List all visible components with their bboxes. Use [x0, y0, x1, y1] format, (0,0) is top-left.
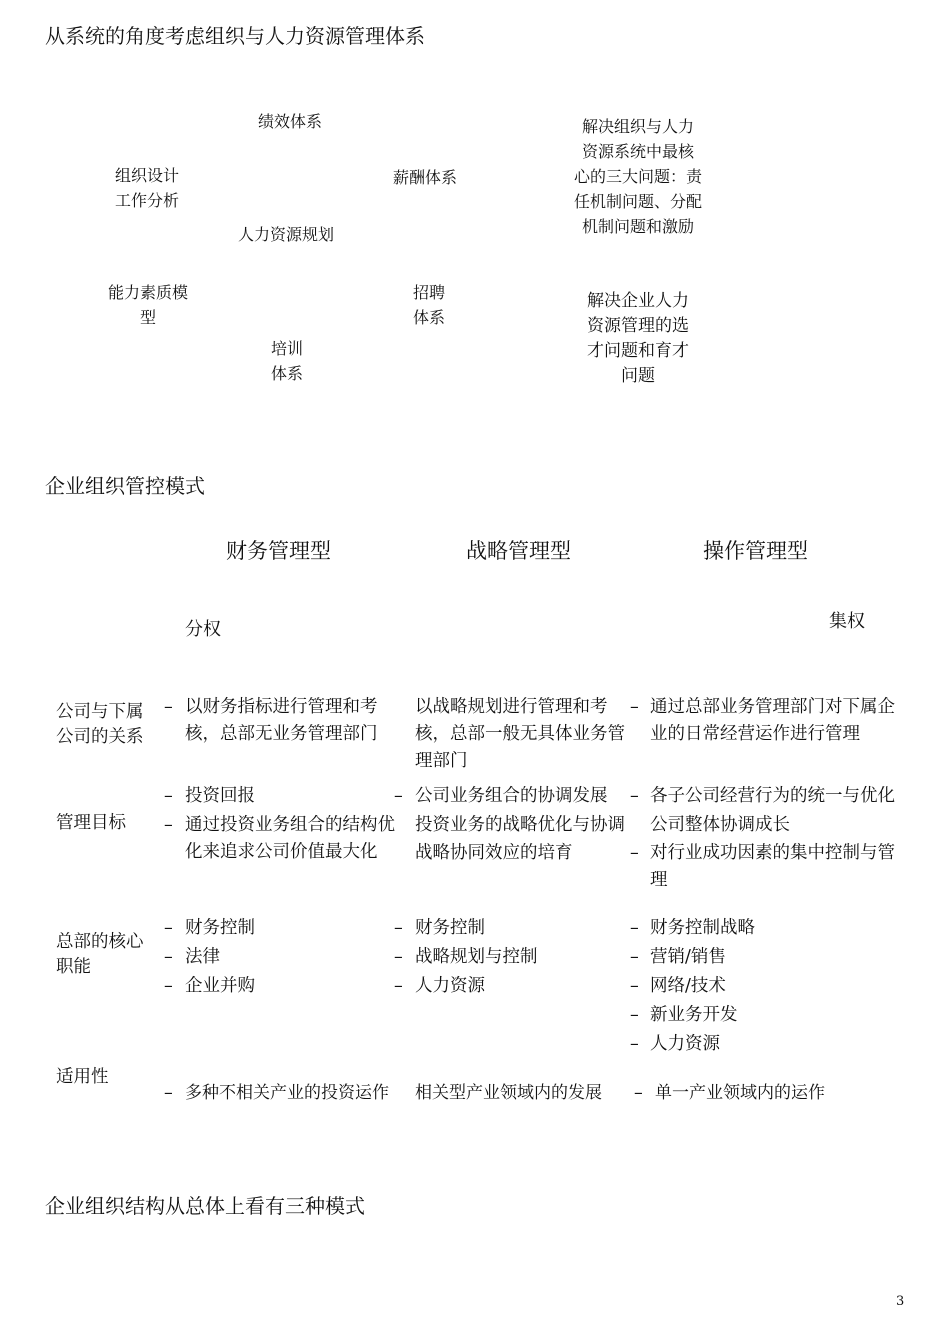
bullet-dash: – [630, 1034, 639, 1054]
bullet-dash: – [394, 786, 403, 806]
list-item: 法律 [185, 947, 220, 967]
bullet-dash: – [630, 976, 639, 996]
row-label-goal: 管理目标 [56, 813, 126, 833]
bullet-dash: – [164, 697, 173, 717]
list-item: 营销/销售 [650, 947, 726, 967]
list-item: 新业务开发 [650, 1005, 738, 1025]
bullet-dash: – [630, 947, 639, 967]
bullet-dash: – [164, 815, 173, 835]
bullet-dash: – [630, 918, 639, 938]
bullet-dash: – [394, 947, 403, 967]
bullet-dash: – [630, 786, 639, 806]
performance-system-label: 绩效体系 [258, 112, 323, 131]
training-system-label: 培训 体系 [271, 339, 304, 383]
diagram-note-talent: 解决企业人力 资源管理的选 才问题和育才 问题 [587, 291, 689, 386]
cell-goal-operational-1: 各子公司经营行为的统一与优化 [650, 786, 895, 806]
column-operational: 操作管理型 [703, 539, 808, 563]
cell-goal-strategic-1: 公司业务组合的协调发展 [415, 786, 608, 806]
cell-relation-operational: 通过总部业务管理部门对下属企 业的日常经营运作进行管理 [650, 697, 895, 744]
list-item: 战略规划与控制 [415, 947, 538, 967]
bullet-dash: – [630, 697, 639, 717]
cell-applicability-operational: 单一产业领域内的运作 [655, 1083, 825, 1103]
row-label-applicability: 适用性 [56, 1067, 109, 1087]
row-label-relation: 公司与下属 公司的关系 [56, 702, 144, 747]
section-title-system: 从系统的角度考虑组织与人力资源管理体系 [45, 24, 425, 48]
column-strategic: 战略管理型 [466, 539, 571, 563]
list-item: 企业并购 [185, 976, 255, 996]
competency-model-label: 能力素质模 型 [108, 283, 189, 327]
hr-planning-label: 人力资源规划 [238, 225, 335, 244]
row-label-core-functions: 总部的核心 职能 [56, 932, 144, 977]
cell-goal-strategic-3: 战略协同效应的培育 [415, 843, 573, 863]
bullet-dash: – [164, 786, 173, 806]
bullet-dash: – [630, 1005, 639, 1025]
diagram-note-core-problems: 解决组织与人力 资源系统中最核 心的三大问题：责 任机制问题、分配 机制问题和激励 [573, 117, 702, 236]
org-design-label: 组织设计 工作分析 [115, 166, 180, 210]
section-title-structure: 企业组织结构从总体上看有三种模式 [45, 1194, 365, 1218]
cell-applicability-financial: 多种不相关产业的投资运作 [185, 1083, 389, 1103]
cell-goal-operational-3: 对行业成功因素的集中控制与管 理 [650, 843, 895, 890]
bullet-dash: – [164, 976, 173, 996]
cell-goal-operational-2: 公司整体协调成长 [650, 815, 790, 835]
section-title-control-modes: 企业组织管控模式 [45, 474, 205, 498]
list-core-strategic [394, 915, 538, 1000]
page-number: 3 [896, 1294, 905, 1309]
bullet-dash: – [394, 918, 403, 938]
list-item: 财务控制 [185, 918, 255, 938]
cell-relation-strategic: 以战略规划进行管理和考 核，总部一般无具体业务管 理部门 [415, 697, 625, 771]
bullet-dash: – [634, 1083, 643, 1103]
list-item: 财务控制 [415, 918, 485, 938]
recruitment-system-label: 招聘 体系 [413, 283, 446, 327]
bullet-dash: – [394, 976, 403, 996]
cell-applicability-strategic: 相关型产业领域内的发展 [415, 1083, 602, 1103]
decentralized-label: 分权 [185, 619, 221, 640]
column-financial: 财务管理型 [226, 539, 331, 563]
compensation-system-label: 薪酬体系 [393, 168, 458, 187]
list-item: 人力资源 [650, 1034, 720, 1054]
centralized-label: 集权 [829, 611, 865, 632]
bullet-dash: – [630, 843, 639, 863]
bullet-dash: – [164, 918, 173, 938]
cell-relation-financial: 以财务指标进行管理和考 核，总部无业务管理部门 [185, 697, 378, 744]
cell-goal-financial-2: 通过投资业务组合的结构优 化来追求公司价值最大化 [185, 815, 395, 862]
list-item: 网络/技术 [650, 976, 726, 996]
list-item: 人力资源 [415, 976, 485, 996]
list-core-operational [630, 915, 755, 1058]
bullet-dash: – [164, 947, 173, 967]
bullet-dash: – [164, 1083, 173, 1103]
list-item: 财务控制战略 [650, 918, 755, 938]
cell-goal-financial-1: 投资回报 [185, 786, 255, 806]
cell-goal-strategic-2: 投资业务的战略优化与协调 [415, 815, 625, 835]
list-core-financial [164, 915, 255, 1000]
